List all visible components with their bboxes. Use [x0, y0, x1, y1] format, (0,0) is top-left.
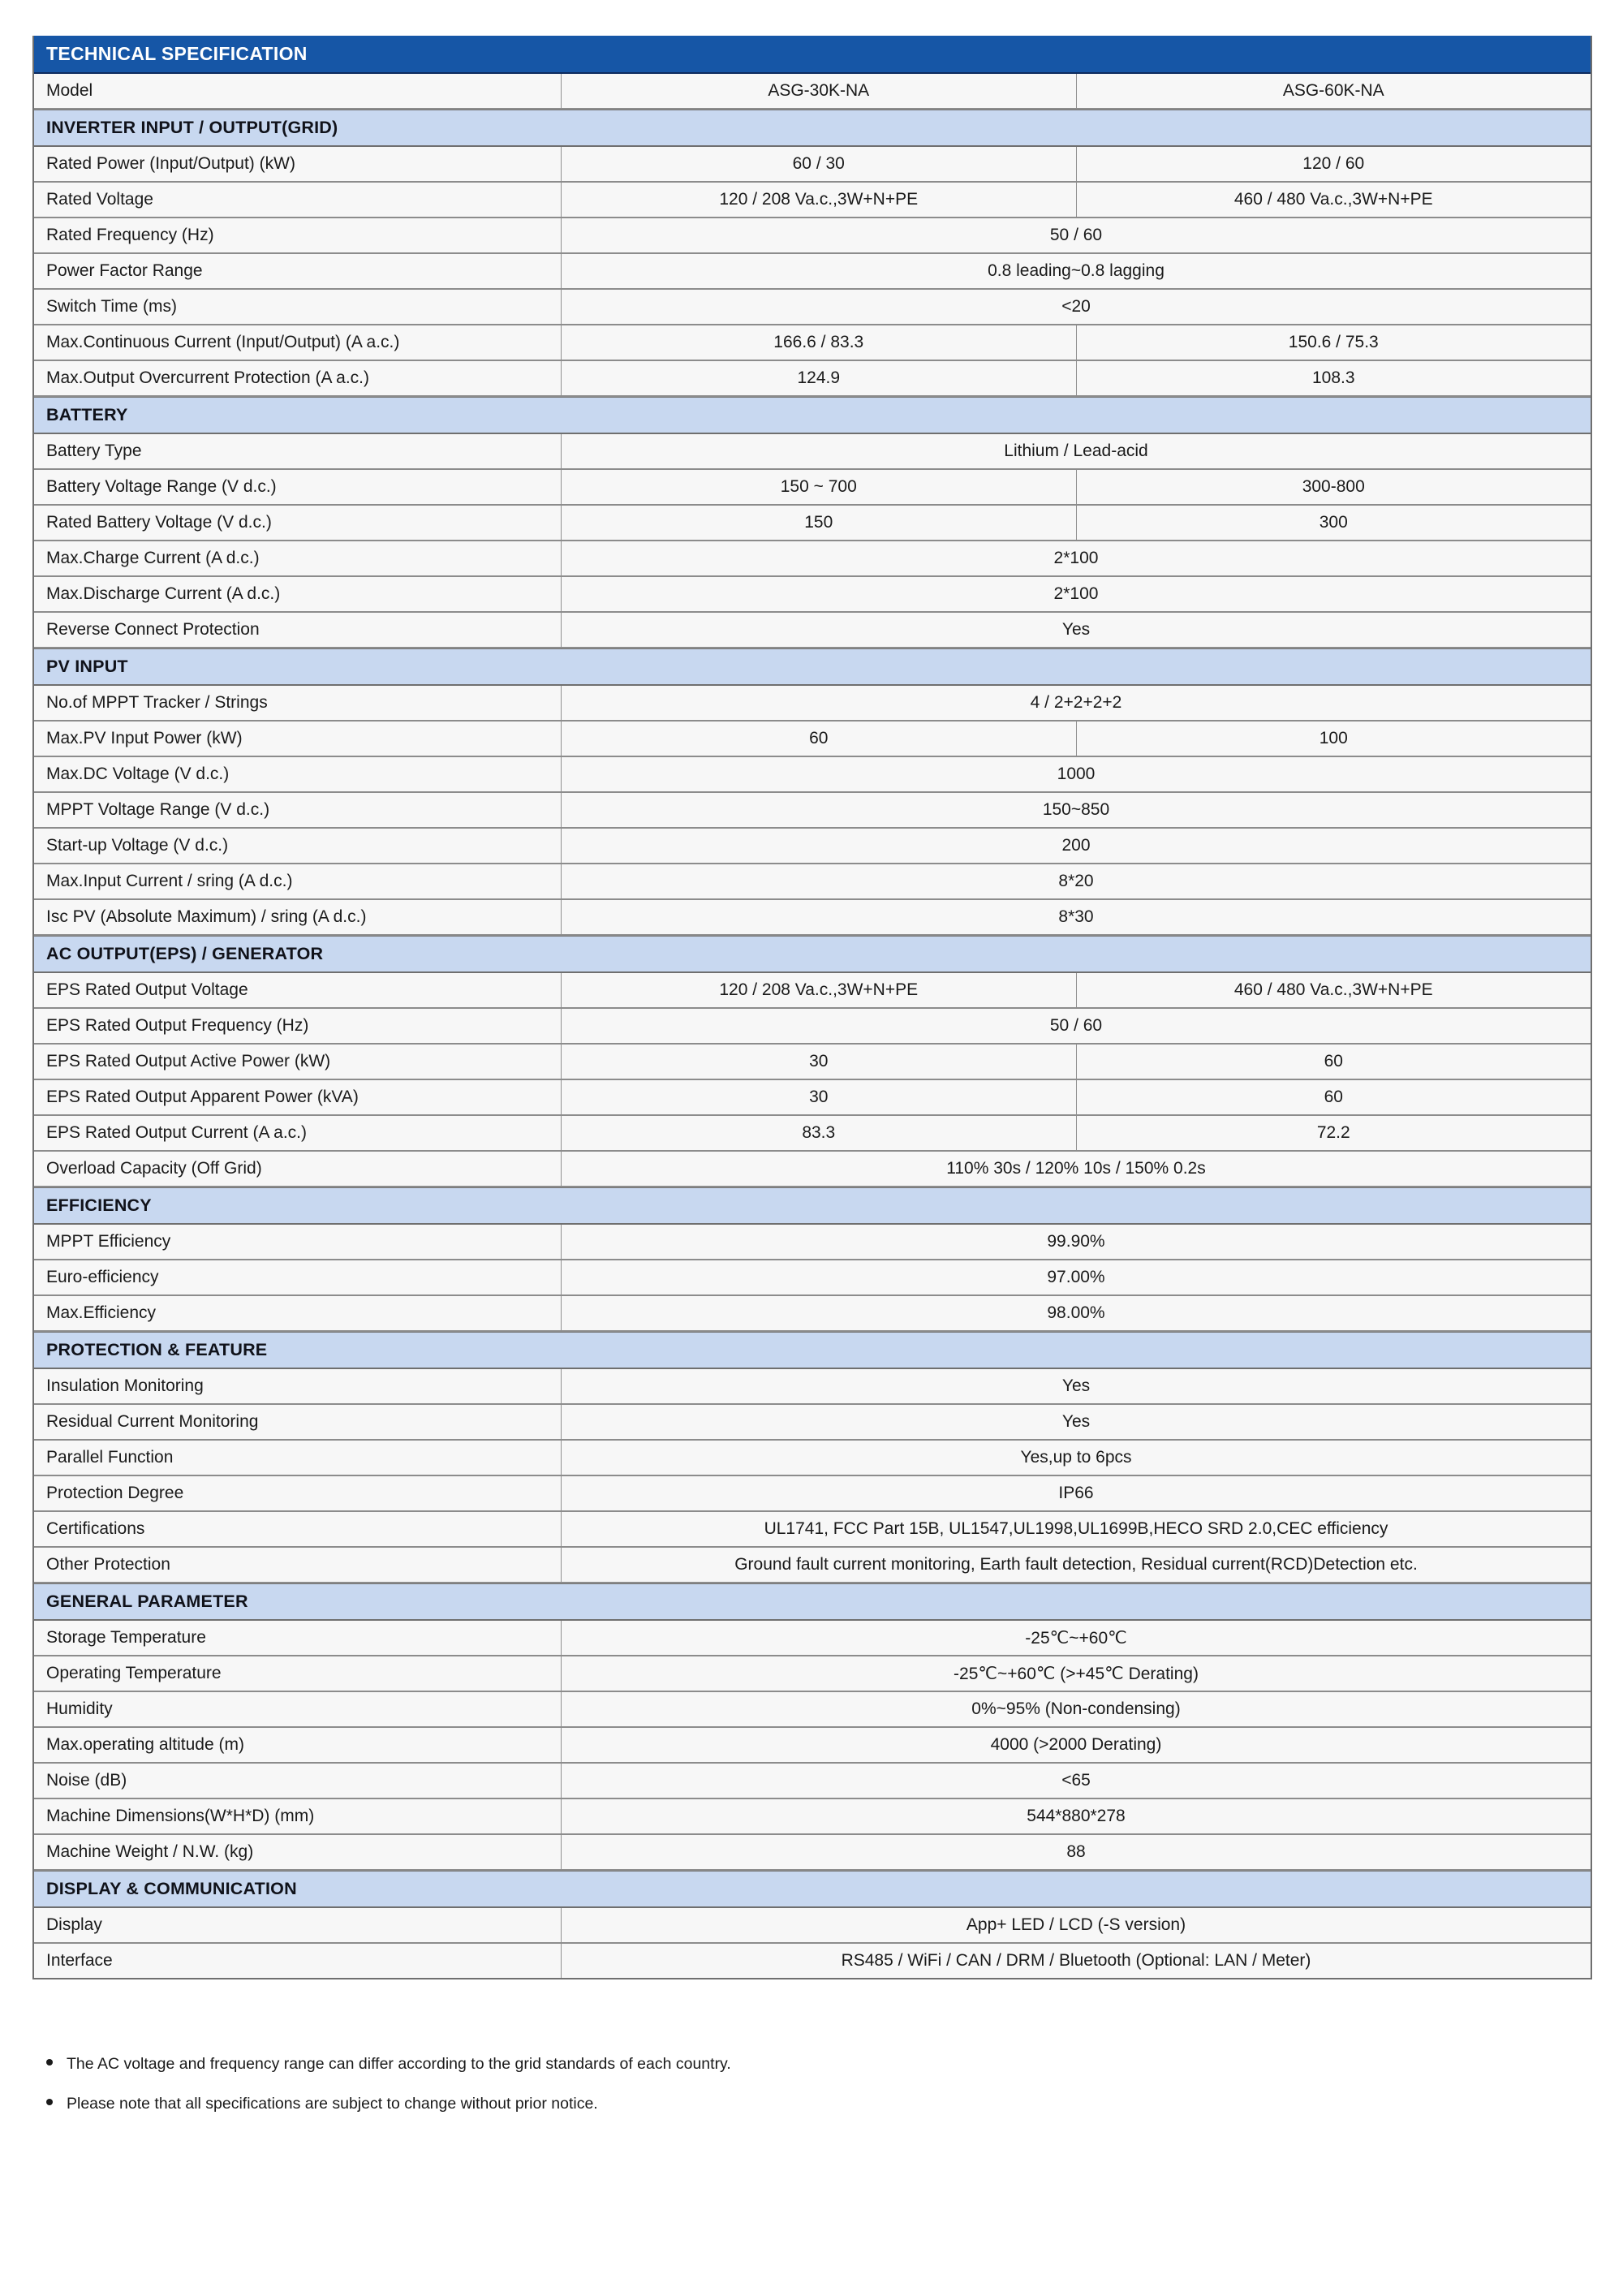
spec-row — [34, 1799, 1591, 1835]
footnote-text: Please note that all specifications are subject to change without prior notice. — [67, 2095, 598, 2113]
spec-label: Max.Continuous Current (Input/Output) (A a.c.) — [34, 325, 562, 360]
spec-value: 150 — [804, 513, 833, 532]
spec-value-span: IP66 — [1058, 1484, 1094, 1502]
spec-row — [34, 1944, 1591, 1978]
spec-row — [34, 864, 1591, 900]
spec-label: Residual Current Monitoring — [34, 1405, 562, 1439]
spec-row — [34, 1009, 1591, 1045]
spec-value-span: 150~850 — [1042, 800, 1110, 819]
spec-label: Rated Frequency (Hz) — [34, 218, 562, 252]
spec-row — [34, 1656, 1591, 1692]
table-title: TECHNICAL SPECIFICATION — [46, 43, 308, 64]
spec-value-span: 50 / 60 — [1049, 226, 1103, 244]
spec-value-span: Lithium / Lead-acid — [1004, 442, 1148, 460]
spec-row — [34, 1225, 1591, 1260]
spec-label: Rated Power (Input/Output) (kW) — [34, 147, 562, 181]
spec-value: 150 ~ 700 — [780, 477, 857, 496]
spec-row — [34, 147, 1591, 183]
spec-label: Storage Temperature — [34, 1621, 562, 1655]
spec-value-span: Yes,up to 6pcs — [1020, 1448, 1132, 1467]
footnote — [46, 2095, 731, 2113]
section-header: DISPLAY & COMMUNICATION — [34, 1871, 1591, 1908]
spec-label: Rated Voltage — [34, 183, 562, 217]
spec-label: Machine Dimensions(W*H*D) (mm) — [34, 1799, 562, 1833]
spec-row — [34, 1045, 1591, 1080]
footnotes — [46, 2055, 731, 2134]
spec-value: 83.3 — [802, 1123, 836, 1142]
spec-label: Reverse Connect Protection — [34, 613, 562, 647]
spec-row — [34, 793, 1591, 829]
section-header: PV INPUT — [34, 648, 1591, 686]
spec-label: Battery Voltage Range (V d.c.) — [34, 470, 562, 504]
spec-row — [34, 434, 1591, 470]
spec-row — [34, 74, 1591, 110]
spec-value: 124.9 — [797, 368, 841, 387]
spec-label: MPPT Voltage Range (V d.c.) — [34, 793, 562, 827]
spec-row — [34, 1764, 1591, 1799]
spec-label: EPS Rated Output Apparent Power (kVA) — [34, 1080, 562, 1114]
spec-value: 30 — [809, 1088, 829, 1106]
spec-row — [34, 1296, 1591, 1332]
spec-value-span: 1000 — [1057, 765, 1096, 783]
spec-value-span: 0.8 leading~0.8 lagging — [988, 261, 1165, 280]
spec-row — [34, 325, 1591, 361]
footnote — [46, 2055, 731, 2074]
spec-row — [34, 577, 1591, 613]
spec-label: Humidity — [34, 1692, 562, 1726]
spec-value-span: Yes — [1061, 1412, 1091, 1431]
spec-label: Max.PV Input Power (kW) — [34, 722, 562, 756]
spec-row — [34, 1080, 1591, 1116]
spec-label: Operating Temperature — [34, 1656, 562, 1691]
spec-row — [34, 1692, 1591, 1728]
spec-label: MPPT Efficiency — [34, 1225, 562, 1259]
spec-value-span: App+ LED / LCD (-S version) — [966, 1915, 1186, 1934]
section-header: PROTECTION & FEATURE — [34, 1332, 1591, 1369]
spec-label: Start-up Voltage (V d.c.) — [34, 829, 562, 863]
spec-value: 30 — [809, 1052, 829, 1070]
section-header: AC OUTPUT(EPS) / GENERATOR — [34, 936, 1591, 973]
spec-label: Parallel Function — [34, 1441, 562, 1475]
section-header: EFFICIENCY — [34, 1187, 1591, 1225]
spec-value: 120 / 208 Va.c.,3W+N+PE — [719, 980, 919, 999]
spec-value: 300-800 — [1076, 470, 1591, 504]
spec-label: Noise (dB) — [34, 1764, 562, 1798]
spec-value-span: 88 — [1066, 1842, 1086, 1861]
spec-label: EPS Rated Output Frequency (Hz) — [34, 1009, 562, 1043]
spec-value: 108.3 — [1076, 361, 1591, 395]
spec-value: 166.6 / 83.3 — [773, 333, 864, 351]
spec-value: 120 / 208 Va.c.,3W+N+PE — [719, 190, 919, 209]
spec-label: Display — [34, 1908, 562, 1942]
spec-row — [34, 1441, 1591, 1476]
spec-value-span: 8*30 — [1058, 907, 1094, 926]
spec-value: 300 — [1076, 506, 1591, 540]
spec-label: Max.operating altitude (m) — [34, 1728, 562, 1762]
spec-label: Rated Battery Voltage (V d.c.) — [34, 506, 562, 540]
spec-value-span: 8*20 — [1058, 872, 1094, 890]
spec-row — [34, 757, 1591, 793]
spec-value-span: 50 / 60 — [1049, 1016, 1103, 1035]
spec-value-span: -25℃~+60℃ (>+45℃ Derating) — [954, 1664, 1199, 1683]
spec-label: Machine Weight / N.W. (kg) — [34, 1835, 562, 1869]
spec-row — [34, 290, 1591, 325]
spec-value: 120 / 60 — [1076, 147, 1591, 181]
spec-row — [34, 1369, 1591, 1405]
spec-row — [34, 470, 1591, 506]
spec-label: Euro-efficiency — [34, 1260, 562, 1294]
spec-row — [34, 829, 1591, 864]
spec-row — [34, 973, 1591, 1009]
spec-value: 460 / 480 Va.c.,3W+N+PE — [1076, 183, 1591, 217]
spec-value-span: 99.90% — [1047, 1232, 1105, 1251]
spec-row — [34, 1621, 1591, 1656]
spec-row — [34, 900, 1591, 936]
spec-value-span: Yes — [1061, 620, 1091, 639]
spec-label: Power Factor Range — [34, 254, 562, 288]
spec-value-span: <65 — [1061, 1771, 1091, 1790]
technical-specification-table — [32, 36, 1592, 1979]
spec-row — [34, 1728, 1591, 1764]
spec-label: Insulation Monitoring — [34, 1369, 562, 1403]
spec-row — [34, 1548, 1591, 1583]
spec-label: Protection Degree — [34, 1476, 562, 1510]
spec-label: EPS Rated Output Current (A a.c.) — [34, 1116, 562, 1150]
spec-row — [34, 1116, 1591, 1152]
spec-label: Overload Capacity (Off Grid) — [34, 1152, 562, 1186]
spec-row — [34, 541, 1591, 577]
spec-value: 72.2 — [1076, 1116, 1591, 1150]
spec-row — [34, 218, 1591, 254]
spec-value: 460 / 480 Va.c.,3W+N+PE — [1076, 973, 1591, 1007]
spec-label: Max.Input Current / sring (A d.c.) — [34, 864, 562, 898]
spec-label: EPS Rated Output Voltage — [34, 973, 562, 1007]
spec-value-span: 98.00% — [1047, 1303, 1105, 1322]
spec-value-span: Yes — [1061, 1376, 1091, 1395]
spec-row — [34, 1405, 1591, 1441]
spec-value-span: Ground fault current monitoring, Earth fault detection, Residual current(RCD)Detection etc. — [734, 1555, 1418, 1574]
bullet-icon — [46, 2099, 53, 2105]
spec-label: Isc PV (Absolute Maximum) / sring (A d.c.) — [34, 900, 562, 934]
table-title-bar — [34, 36, 1591, 74]
spec-value-span: 200 — [1061, 836, 1091, 855]
spec-value: 60 — [1076, 1080, 1591, 1114]
section-header: BATTERY — [34, 397, 1591, 434]
spec-label: Max.Charge Current (A d.c.) — [34, 541, 562, 575]
spec-label: Max.Output Overcurrent Protection (A a.c.) — [34, 361, 562, 395]
spec-label: Other Protection — [34, 1548, 562, 1582]
spec-label: No.of MPPT Tracker / Strings — [34, 686, 562, 720]
spec-row — [34, 722, 1591, 757]
spec-row — [34, 254, 1591, 290]
spec-row — [34, 1835, 1591, 1871]
spec-value-span: RS485 / WiFi / CAN / DRM / Bluetooth (Optional: LAN / Meter) — [841, 1951, 1311, 1970]
table-body — [34, 74, 1591, 1978]
spec-row — [34, 506, 1591, 541]
spec-value-span: -25℃~+60℃ — [1025, 1628, 1127, 1648]
spec-value-span: 2*100 — [1053, 584, 1099, 603]
spec-value: 60 / 30 — [792, 154, 845, 173]
spec-row — [34, 361, 1591, 397]
spec-value: ASG-60K-NA — [1076, 74, 1591, 108]
spec-value-span: 110% 30s / 120% 10s / 150% 0.2s — [946, 1159, 1206, 1178]
spec-value-span: <20 — [1061, 297, 1091, 316]
section-header: INVERTER INPUT / OUTPUT(GRID) — [34, 110, 1591, 147]
spec-value: ASG-30K-NA — [768, 81, 870, 100]
spec-label: Max.DC Voltage (V d.c.) — [34, 757, 562, 791]
spec-label: Max.Efficiency — [34, 1296, 562, 1330]
spec-label: Max.Discharge Current (A d.c.) — [34, 577, 562, 611]
spec-value-span: 97.00% — [1047, 1268, 1105, 1286]
spec-row — [34, 686, 1591, 722]
spec-row — [34, 1152, 1591, 1187]
spec-value: 100 — [1076, 722, 1591, 756]
spec-value-span: 0%~95% (Non-condensing) — [971, 1699, 1181, 1718]
spec-value-span: 4 / 2+2+2+2 — [1030, 693, 1122, 712]
spec-row — [34, 183, 1591, 218]
spec-row — [34, 1476, 1591, 1512]
spec-label: Certifications — [34, 1512, 562, 1546]
spec-row — [34, 1512, 1591, 1548]
spec-value-span: 544*880*278 — [1027, 1807, 1126, 1825]
spec-value-span: 4000 (>2000 Derating) — [990, 1735, 1162, 1754]
spec-value: 60 — [1076, 1045, 1591, 1079]
spec-label: EPS Rated Output Active Power (kW) — [34, 1045, 562, 1079]
spec-value-span: 2*100 — [1053, 549, 1099, 567]
spec-label: Switch Time (ms) — [34, 290, 562, 324]
spec-row — [34, 613, 1591, 648]
spec-value: 60 — [809, 729, 829, 747]
spec-value: 150.6 / 75.3 — [1076, 325, 1591, 360]
spec-label: Model — [34, 74, 562, 108]
bullet-icon — [46, 2059, 53, 2066]
spec-value-span: UL1741, FCC Part 15B, UL1547,UL1998,UL1699B,HECO SRD 2.0,CEC efficiency — [764, 1519, 1388, 1538]
spec-label: Battery Type — [34, 434, 562, 468]
footnote-text: The AC voltage and frequency range can differ according to the grid standards of each country. — [67, 2055, 731, 2073]
spec-row — [34, 1908, 1591, 1944]
spec-label: Interface — [34, 1944, 562, 1978]
section-header: GENERAL PARAMETER — [34, 1583, 1591, 1621]
spec-row — [34, 1260, 1591, 1296]
